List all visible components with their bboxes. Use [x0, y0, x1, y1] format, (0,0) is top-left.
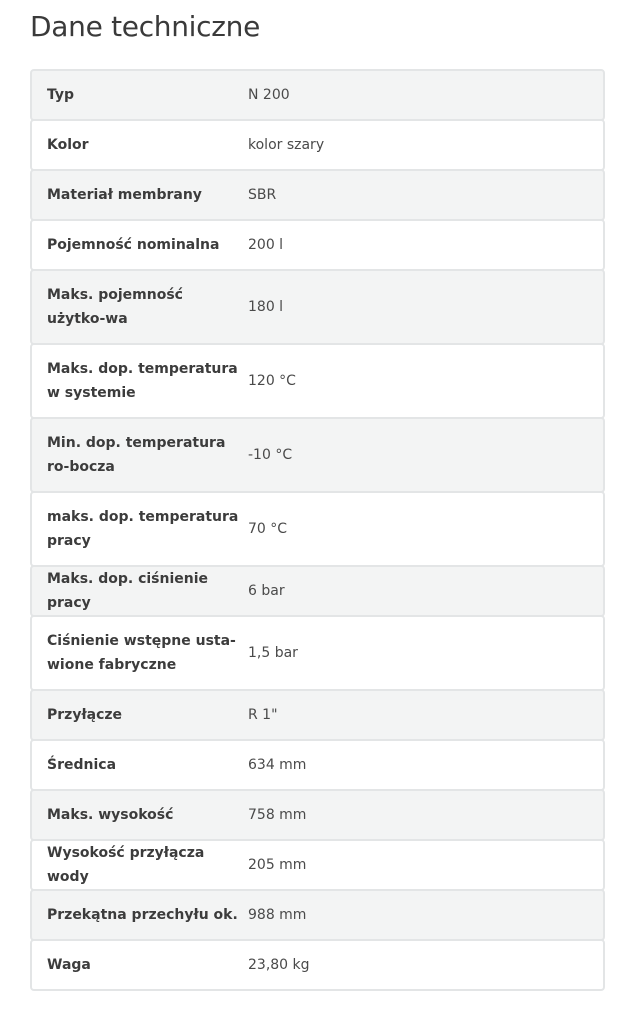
spec-value: 180 l	[248, 299, 284, 315]
spec-row-tilt-diagonal	[30, 889, 605, 941]
spec-row-max-operating-temperature	[30, 491, 605, 567]
spec-value: 6 bar	[248, 583, 285, 599]
spec-label: Waga	[47, 957, 91, 973]
page-title: Dane techniczne	[30, 10, 261, 43]
spec-row-min-operating-temperature	[30, 417, 605, 493]
spec-row-membrane-material	[30, 169, 605, 221]
spec-row-weight	[30, 939, 605, 991]
spec-row-max-system-temperature	[30, 343, 605, 419]
spec-value: 200 l	[248, 237, 284, 253]
spec-row-nominal-capacity	[30, 219, 605, 271]
spec-label: Kolor	[47, 137, 89, 153]
spec-value: R 1"	[248, 707, 278, 723]
spec-value: 120 °C	[248, 373, 296, 389]
spec-label: Wysokość przyłącza wody	[47, 845, 205, 885]
spec-label: Średnica	[47, 757, 117, 773]
spec-row-max-operating-pressure	[30, 565, 605, 617]
spec-label: Maks. dop. temperatura w systemie	[47, 361, 238, 401]
spec-value: SBR	[248, 187, 277, 203]
spec-label: Przyłącze	[47, 707, 123, 723]
spec-label: Ciśnienie wstępne usta-wione fabryczne	[47, 633, 236, 673]
spec-value: kolor szary	[248, 137, 325, 153]
spec-label: Przekątna przechyłu ok.	[47, 907, 238, 923]
spec-label: Maks. dop. ciśnienie pracy	[47, 571, 209, 611]
spec-value: N 200	[248, 87, 290, 103]
spec-row-max-usable-capacity	[30, 269, 605, 345]
spec-row-color	[30, 119, 605, 171]
spec-value: 1,5 bar	[248, 645, 298, 661]
spec-row-connection	[30, 689, 605, 741]
spec-row-type	[30, 69, 605, 121]
spec-value: 988 mm	[248, 907, 307, 923]
spec-label: Maks. wysokość	[47, 807, 174, 823]
spec-value: 205 mm	[248, 857, 307, 873]
spec-row-factory-precharge-pressure	[30, 615, 605, 691]
spec-label: Min. dop. temperatura ro-bocza	[47, 435, 226, 475]
spec-value: -10 °C	[248, 447, 293, 463]
spec-value: 70 °C	[248, 521, 288, 537]
spec-row-water-connection-height	[30, 839, 605, 891]
spec-row-diameter	[30, 739, 605, 791]
spec-label: Materiał membrany	[47, 187, 202, 203]
spec-value: 634 mm	[248, 757, 307, 773]
spec-value: 23,80 kg	[248, 957, 310, 973]
technical-data-table	[30, 69, 605, 991]
spec-label: Typ	[47, 87, 75, 103]
spec-value: 758 mm	[248, 807, 307, 823]
spec-row-max-height	[30, 789, 605, 841]
spec-label: maks. dop. temperatura pracy	[47, 509, 239, 549]
spec-label: Pojemność nominalna	[47, 237, 220, 253]
spec-label: Maks. pojemność użytko-wa	[47, 287, 183, 327]
